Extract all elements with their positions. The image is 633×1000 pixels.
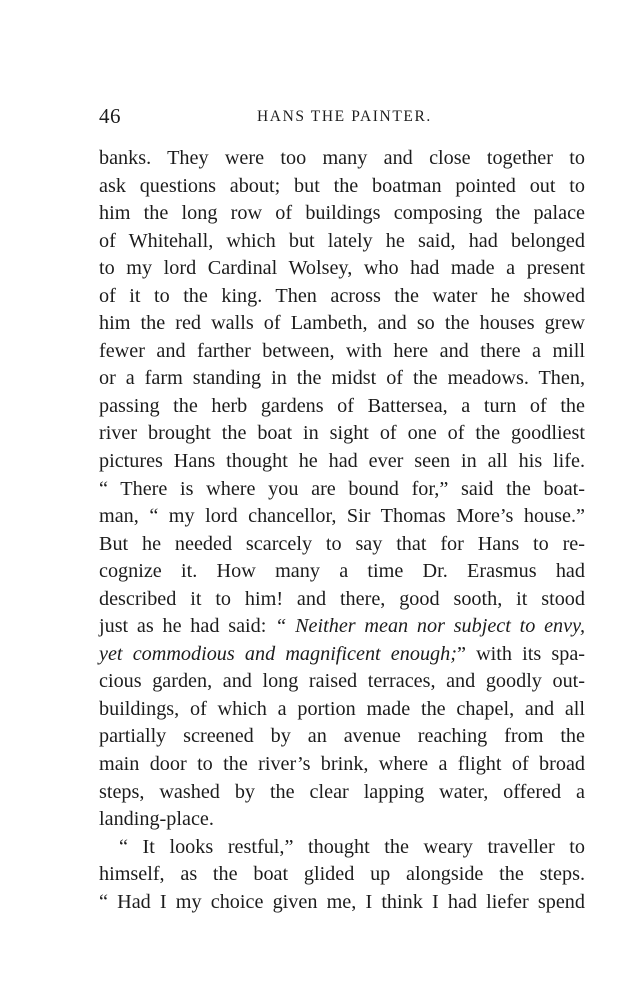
running-title: HANS THE PAINTER. [257,108,432,125]
text-line-18-roman: just as he had said: [99,615,276,638]
page-number: 46 [99,104,121,128]
text-line-20: cious garden, and long raised terraces, and goodly out- [99,670,585,693]
text-line-5: to my lord Cardinal Wolsey, who had made a present [99,257,585,280]
text-line-2: ask questions about; but the boatman pointed out to [99,174,585,197]
text-line-15: But he needed scarcely to say that for Hans to re- [99,532,585,555]
text-line-21: buildings, of which a portion made the chapel, and all [99,697,585,720]
text-line-23: main door to the river’s brink, where a flight of broad [99,753,585,776]
text-line-4: of Whitehall, which but lately he said, had belonged [99,229,585,252]
text-line-18-italic-quote: “ Neither mean nor subject to envy, [275,615,585,638]
text-line-19-italic-quote: yet commodious and magnificent enough; [99,642,457,665]
text-line-27: himself, as the boat glided up alongside the steps. [99,863,585,886]
text-line-12: pictures Hans thought he had ever seen in all his life. [99,450,585,473]
text-line-26: “ It looks restful,” thought the weary traveller to [119,835,585,858]
text-line-10: passing the herb gardens of Battersea, a turn of the [99,394,585,417]
text-line-18 [99,613,585,641]
text-line-25: landing-place. [99,808,214,831]
text-line-8: fewer and farther between, with here and there a mill [99,339,585,362]
text-line-24: steps, washed by the clear lapping water, offered a [99,780,585,803]
text-line-14: man, “ my lord chancellor, Sir Thomas More’s house.” [99,505,585,528]
text-line-19-roman-end: ” with its spa- [456,642,586,665]
text-line-16: cognize it. How many a time Dr. Erasmus had [99,560,585,583]
text-line-17: described it to him! and there, good sooth, it stood [99,587,585,610]
text-line-3: him the long row of buildings composing the palace [99,202,585,225]
text-line-1: banks. They were too many and close together to [99,147,585,169]
text-line-28: “ Had I my choice given me, I think I had liefer spend [99,890,585,913]
text-line-7: him the red walls of Lambeth, and so the houses grew [99,312,585,335]
text-line-22: partially screened by an avenue reaching from the [99,725,585,748]
text-line-13: “ There is where you are bound for,” said the boat- [99,477,585,500]
text-line-19 [99,641,585,669]
text-line-6: of it to the king. Then across the water he showed [99,284,585,307]
text-line-11: river brought the boat in sight of one of the goodliest [99,422,585,445]
text-line-9: or a farm standing in the midst of the meadows. Then, [99,367,585,390]
body-text [99,145,585,916]
